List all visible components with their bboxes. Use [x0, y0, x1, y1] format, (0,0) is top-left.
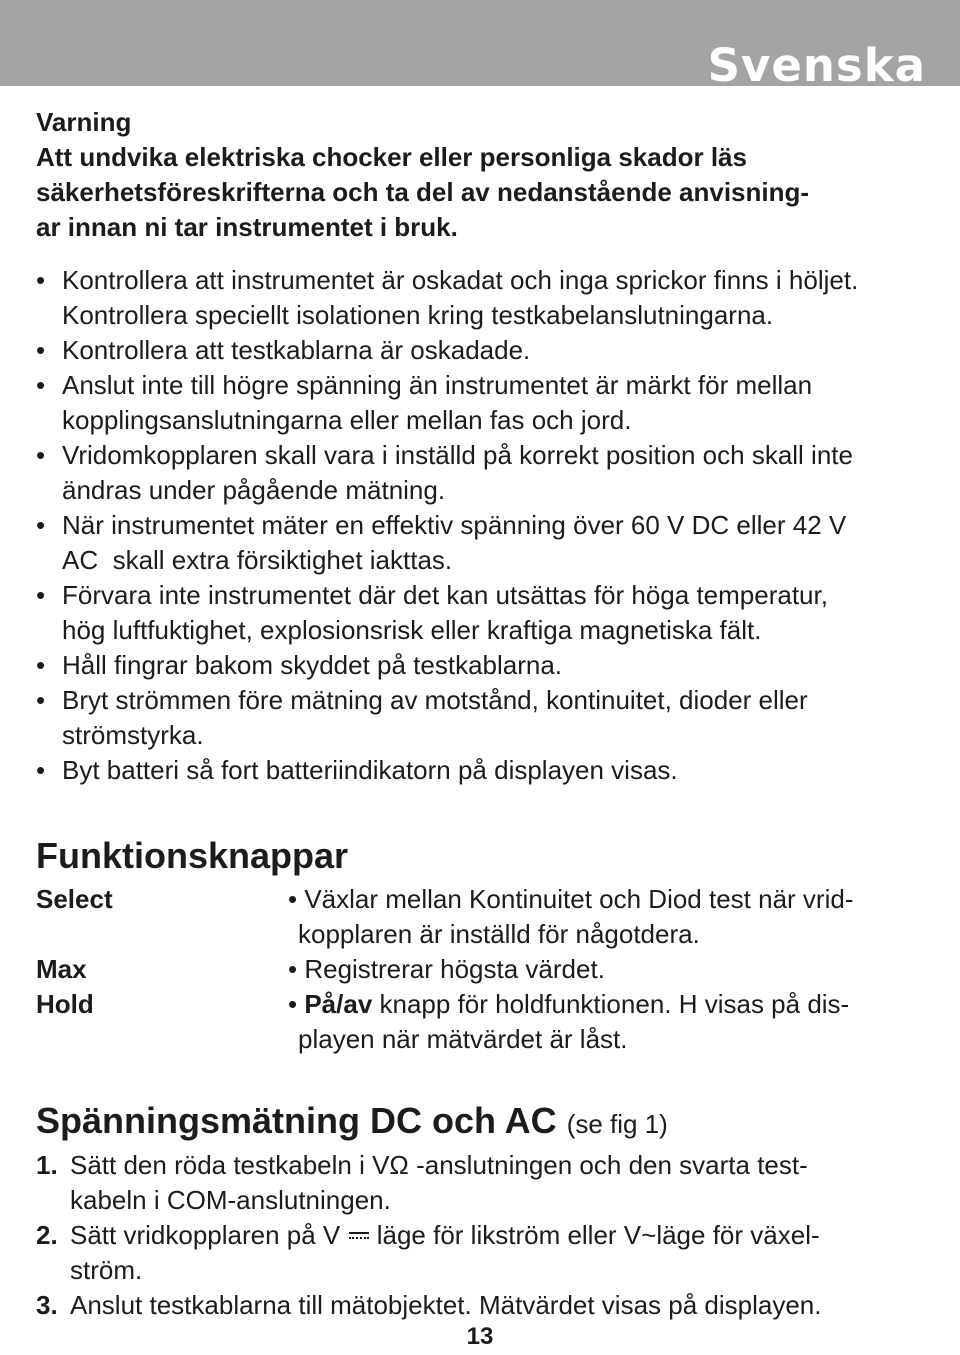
bullet-text: Kontrollera speciellt isolationen kring testkabelanslutningarna.	[62, 300, 774, 330]
figure-reference: (se fig 1)	[566, 1109, 668, 1139]
function-description-line: playen när mätvärdet är låst.	[298, 1024, 628, 1054]
step-text: läge för likström eller V~läge för växel-	[369, 1220, 820, 1250]
step-text: Sätt den röda testkabeln i VΩ -anslutningen och den svarta test-	[70, 1150, 808, 1180]
function-description	[288, 882, 926, 952]
section-title	[36, 1099, 926, 1146]
language-title: Svenska	[707, 39, 926, 92]
warning-intro-line: ar innan ni tar instrumentet i bruk.	[36, 212, 458, 242]
list-item	[36, 648, 926, 683]
function-description	[288, 952, 926, 987]
step-text: Anslut testkablarna till mätobjektet. Mätvärdet visas på displayen.	[70, 1290, 822, 1320]
list-item	[36, 508, 926, 578]
bullet-text: Kontrollera att instrumentet är oskadat och inga sprickor finns i höljet.	[62, 265, 859, 295]
function-buttons-section	[36, 834, 926, 1057]
bullet-text: Kontrollera att testkablarna är oskadade.	[62, 335, 531, 365]
emphasis-text: På/av	[304, 989, 373, 1019]
bullet-glyph: •	[36, 685, 46, 715]
function-key-label: Max	[36, 954, 87, 984]
list-item	[36, 683, 926, 753]
list-item	[36, 1218, 926, 1288]
bullet-text: Byt batteri så fort batteriindikatorn på displayen visas.	[62, 755, 678, 785]
bullet-text: strömstyrka.	[62, 720, 204, 750]
section-title: Funktionsknappar	[36, 835, 349, 876]
page-number: 13	[466, 1323, 494, 1350]
bullet-text: hög luftfuktighet, explosionsrisk eller kraftiga magnetiska fält.	[62, 615, 762, 645]
bullet-glyph: •	[36, 265, 46, 295]
warning-intro-line: Att undvika elektriska chocker eller personliga skador läs	[36, 142, 747, 172]
list-item	[36, 333, 926, 368]
list-item	[36, 1148, 926, 1218]
function-description-line: • Registrerar högsta värdet.	[288, 954, 605, 984]
function-key-label: Hold	[36, 989, 94, 1019]
bullet-text: AC skall extra försiktighet iakttas.	[62, 545, 453, 575]
list-item	[36, 438, 926, 508]
voltage-measurement-section	[36, 1099, 926, 1323]
bullet-text: Håll fingrar bakom skyddet på testkablarna.	[62, 650, 563, 680]
function-key-label: Select	[36, 884, 113, 914]
function-description-line: knapp för holdfunktionen. H visas på dis-	[372, 989, 850, 1019]
list-item	[36, 368, 926, 438]
bullet-glyph: •	[36, 580, 46, 610]
list-item	[36, 1288, 926, 1323]
step-list	[36, 1148, 926, 1323]
warning-intro	[36, 140, 926, 245]
warning-intro-line: säkerhetsföreskrifterna och ta del av nedanstående anvisning-	[36, 177, 810, 207]
bullet-glyph: •	[36, 755, 46, 785]
step-number: 1.	[36, 1150, 58, 1180]
step-text: ström.	[70, 1255, 143, 1285]
function-row-max	[36, 952, 926, 987]
step-text: Sätt vridkopplaren på V	[70, 1220, 348, 1250]
bullet-text: Förvara inte instrumentet där det kan utsättas för höga temperatur,	[62, 580, 828, 610]
bullet-glyph: •	[36, 370, 46, 400]
function-description-line: kopplaren är inställd för någotdera.	[298, 919, 700, 949]
function-description-line: • Växlar mellan Kontinuitet och Diod test när vrid-	[288, 884, 854, 914]
warning-heading: Varning	[36, 107, 132, 137]
step-number: 2.	[36, 1220, 58, 1250]
step-number: 3.	[36, 1290, 58, 1320]
bullet-glyph: •	[36, 335, 46, 365]
list-item	[36, 263, 926, 333]
bullet-text: kopplingsanslutningarna eller mellan fas och jord.	[62, 405, 632, 435]
page-content	[36, 104, 926, 1323]
bullet-text: Vridomkopplaren skall vara i inställd på korrekt position och skall inte	[62, 440, 853, 470]
function-row-hold	[36, 987, 926, 1057]
bullet-glyph: •	[36, 510, 46, 540]
dc-symbol-icon	[348, 1230, 370, 1244]
bullet-glyph: •	[36, 440, 46, 470]
function-description	[288, 987, 926, 1057]
step-text: kabeln i COM-anslutningen.	[70, 1185, 391, 1215]
function-row-select	[36, 882, 926, 952]
bullet-text: När instrumentet mäter en effektiv spänning över 60 V DC eller 42 V	[62, 510, 847, 540]
bullet-glyph: •	[288, 989, 305, 1019]
bullet-text: Bryt strömmen före mätning av motstånd, kontinuitet, dioder eller	[62, 685, 808, 715]
list-item	[36, 753, 926, 788]
bullet-text: ändras under pågående mätning.	[62, 475, 446, 505]
warning-bullet-list	[36, 263, 926, 788]
section-title-text: Spänningsmätning DC och AC	[36, 1100, 557, 1141]
list-item	[36, 578, 926, 648]
bullet-text: Anslut inte till högre spänning än instrumentet är märkt för mellan	[62, 370, 813, 400]
bullet-glyph: •	[36, 650, 46, 680]
